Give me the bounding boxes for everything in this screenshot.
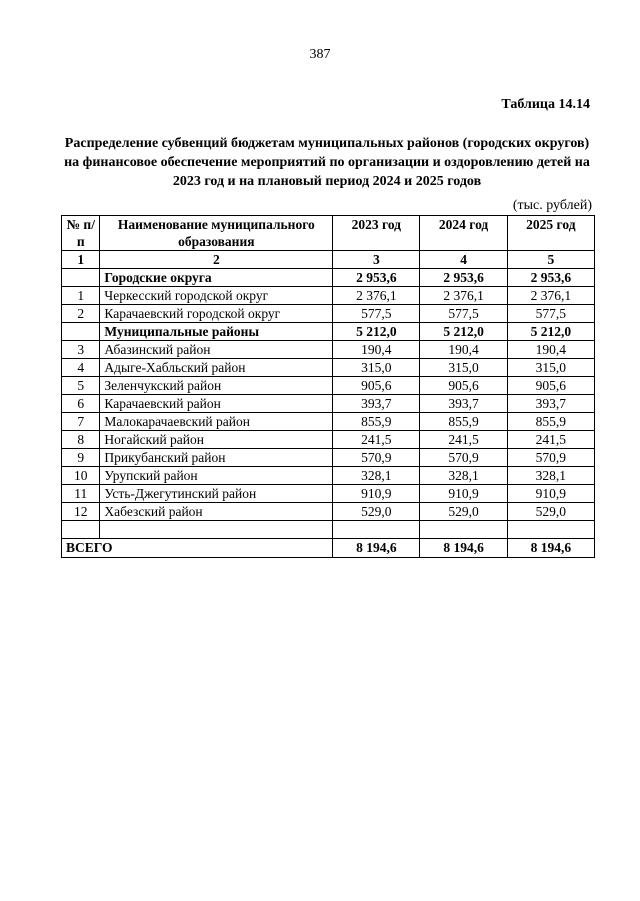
- row-num: [62, 323, 100, 341]
- table-row: [62, 359, 595, 377]
- row-num: 7: [62, 413, 100, 431]
- row-num: 3: [62, 341, 100, 359]
- row-num: 12: [62, 503, 100, 521]
- value-2023: 241,5: [333, 431, 420, 449]
- index-cell: 2: [100, 251, 333, 269]
- value-2023: 393,7: [333, 395, 420, 413]
- row-name: Урупский район: [100, 467, 333, 485]
- total-2023: 8 194,6: [333, 539, 420, 558]
- row-num: 1: [62, 287, 100, 305]
- row-name: Муниципальные районы: [100, 323, 333, 341]
- blank-cell: [62, 521, 100, 539]
- value-2025: 5 212,0: [507, 323, 594, 341]
- blank-cell: [100, 521, 333, 539]
- value-2025: 328,1: [507, 467, 594, 485]
- row-name: Хабезский район: [100, 503, 333, 521]
- table-body: [62, 269, 595, 521]
- value-2024: 905,6: [420, 377, 507, 395]
- row-num: 4: [62, 359, 100, 377]
- table-row: [62, 485, 595, 503]
- row-name: Усть-Джегутинский район: [100, 485, 333, 503]
- total-2024: 8 194,6: [420, 539, 507, 558]
- value-2024: 855,9: [420, 413, 507, 431]
- row-name: Карачаевский городской округ: [100, 305, 333, 323]
- value-2024: 328,1: [420, 467, 507, 485]
- table-row: [62, 395, 595, 413]
- row-num: 10: [62, 467, 100, 485]
- index-cell: 4: [420, 251, 507, 269]
- blank-cell: [333, 521, 420, 539]
- value-2025: 2 953,6: [507, 269, 594, 287]
- page-number: 387: [309, 47, 331, 62]
- value-2024: 315,0: [420, 359, 507, 377]
- value-2024: 2 376,1: [420, 287, 507, 305]
- value-2023: 570,9: [333, 449, 420, 467]
- value-2023: 315,0: [333, 359, 420, 377]
- total-row: [62, 539, 595, 558]
- table-row: [62, 341, 595, 359]
- row-num: 2: [62, 305, 100, 323]
- header-num: № п/п: [62, 216, 100, 251]
- value-2023: 2 376,1: [333, 287, 420, 305]
- value-2024: 5 212,0: [420, 323, 507, 341]
- header-2024: 2024 год: [420, 216, 507, 251]
- column-index-row: [62, 251, 595, 269]
- value-2024: 910,9: [420, 485, 507, 503]
- value-2025: 315,0: [507, 359, 594, 377]
- value-2024: 393,7: [420, 395, 507, 413]
- document-title: Распределение субвенций бюджетам муниципальных районов (городских округов) на финансовое обеспечение мероприятий по организации и оздоровлению детей на 2023 год и на плановый период 2024 и 2025 годов: [64, 136, 590, 189]
- value-2023: 577,5: [333, 305, 420, 323]
- value-2023: 910,9: [333, 485, 420, 503]
- group-row: [62, 323, 595, 341]
- value-2025: 529,0: [507, 503, 594, 521]
- value-2024: 577,5: [420, 305, 507, 323]
- table-row: [62, 449, 595, 467]
- table-row: [62, 287, 595, 305]
- table-row: [62, 377, 595, 395]
- value-2025: 577,5: [507, 305, 594, 323]
- value-2023: 905,6: [333, 377, 420, 395]
- value-2024: 570,9: [420, 449, 507, 467]
- table-row: [62, 305, 595, 323]
- row-name: Карачаевский район: [100, 395, 333, 413]
- header-name: Наименование муниципального образования: [100, 216, 333, 251]
- table-label: Таблица 14.14: [501, 97, 590, 112]
- total-2025: 8 194,6: [507, 539, 594, 558]
- value-2024: 241,5: [420, 431, 507, 449]
- value-2025: 241,5: [507, 431, 594, 449]
- value-2025: 855,9: [507, 413, 594, 431]
- row-name: Черкесский городской округ: [100, 287, 333, 305]
- header-2025: 2025 год: [507, 216, 594, 251]
- row-num: 9: [62, 449, 100, 467]
- value-2025: 190,4: [507, 341, 594, 359]
- table-row: [62, 431, 595, 449]
- row-name: Городские округа: [100, 269, 333, 287]
- value-2023: 328,1: [333, 467, 420, 485]
- subsidy-table: [61, 215, 595, 558]
- value-2025: 2 376,1: [507, 287, 594, 305]
- group-row: [62, 269, 595, 287]
- index-cell: 3: [333, 251, 420, 269]
- blank-row: [62, 521, 595, 539]
- row-name: Ногайский район: [100, 431, 333, 449]
- blank-cell: [420, 521, 507, 539]
- value-2024: 529,0: [420, 503, 507, 521]
- blank-cell: [507, 521, 594, 539]
- table-row: [62, 503, 595, 521]
- units-label: (тыс. рублей): [512, 198, 592, 213]
- row-name: Адыге-Хабльский район: [100, 359, 333, 377]
- row-name: Малокарачаевский район: [100, 413, 333, 431]
- table-row: [62, 467, 595, 485]
- row-num: 5: [62, 377, 100, 395]
- value-2023: 529,0: [333, 503, 420, 521]
- value-2025: 570,9: [507, 449, 594, 467]
- table-header-row: [62, 216, 595, 251]
- index-cell: 1: [62, 251, 100, 269]
- table-row: [62, 413, 595, 431]
- value-2023: 5 212,0: [333, 323, 420, 341]
- row-num: [62, 269, 100, 287]
- row-num: 6: [62, 395, 100, 413]
- row-name: Зеленчукский район: [100, 377, 333, 395]
- row-name: Абазинский район: [100, 341, 333, 359]
- row-name: Прикубанский район: [100, 449, 333, 467]
- value-2025: 393,7: [507, 395, 594, 413]
- row-num: 8: [62, 431, 100, 449]
- total-label: ВСЕГО: [62, 539, 333, 558]
- value-2025: 910,9: [507, 485, 594, 503]
- value-2024: 2 953,6: [420, 269, 507, 287]
- value-2023: 855,9: [333, 413, 420, 431]
- value-2025: 905,6: [507, 377, 594, 395]
- header-2023: 2023 год: [333, 216, 420, 251]
- value-2023: 190,4: [333, 341, 420, 359]
- row-num: 11: [62, 485, 100, 503]
- value-2023: 2 953,6: [333, 269, 420, 287]
- index-cell: 5: [507, 251, 594, 269]
- value-2024: 190,4: [420, 341, 507, 359]
